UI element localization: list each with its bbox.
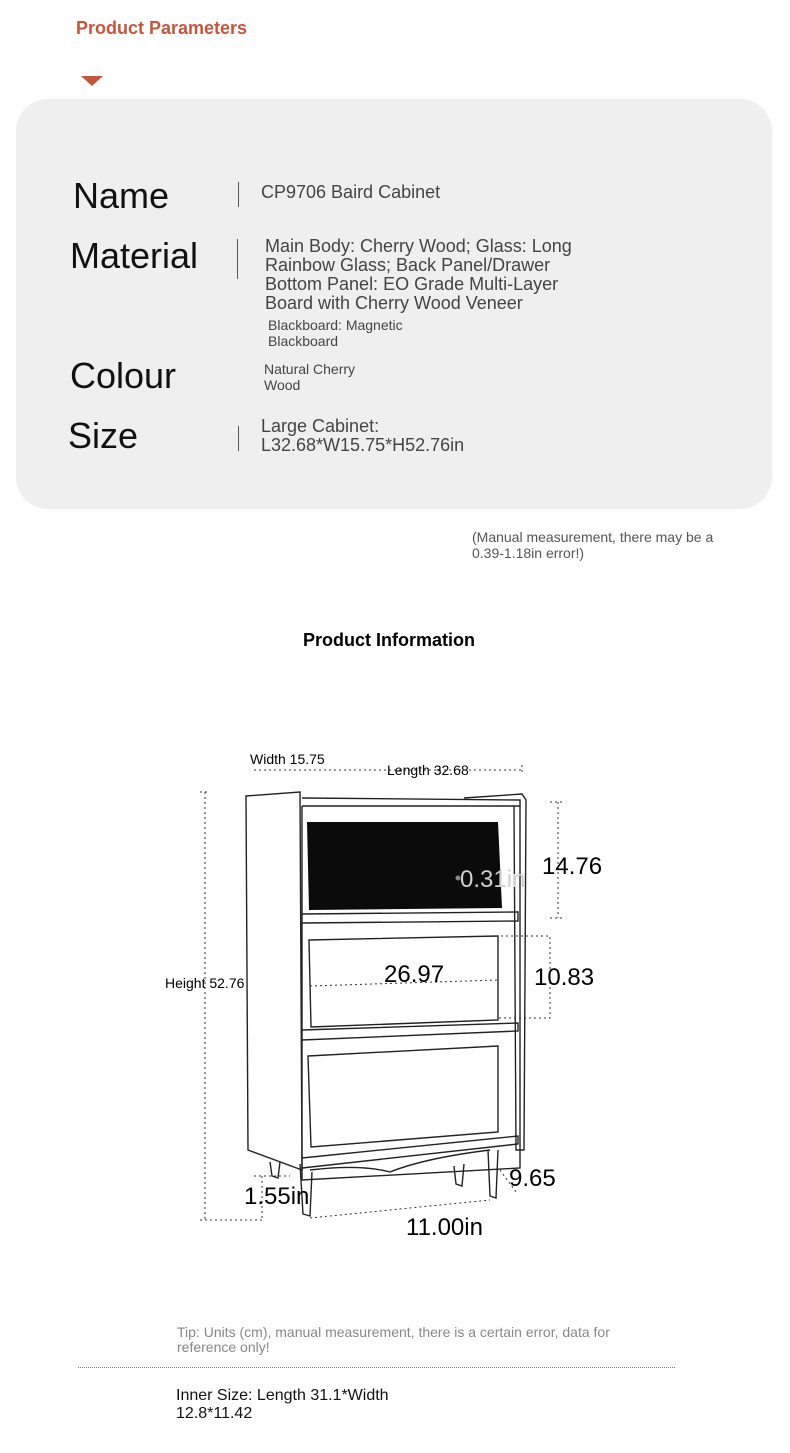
cabinet-drawer [308, 1046, 498, 1147]
size-line: Large Cabinet: [261, 416, 380, 436]
section-title: Product Parameters [76, 18, 248, 38]
measurement-note: (Manual measurement, there may be a 0.39-1.18in error!) [472, 529, 714, 561]
dim-label-width: Width 15.75 [250, 751, 325, 767]
colour-line: Wood [264, 377, 301, 393]
inner-size-text: Inner Size: Length 31.1*Width 12.8*11.42 [176, 1387, 389, 1422]
material-extra-line: Blackboard [268, 333, 339, 349]
cabinet-top-board [302, 798, 520, 806]
product-information-title: Product Information [303, 630, 475, 650]
material-line: Bottom Panel: EO Grade Multi-Layer [265, 274, 559, 294]
cabinet-diagram [150, 740, 620, 1250]
dim-label-top-height: 14.76 [542, 853, 603, 880]
dotted-divider [78, 1367, 675, 1368]
param-label-name: Name [73, 175, 170, 216]
param-value-size [261, 417, 464, 455]
param-value-colour [264, 361, 355, 393]
dim-label-drawer-height: 10.83 [534, 964, 595, 991]
param-divider [238, 182, 239, 207]
material-line: Board with Cherry Wood Veneer [265, 293, 523, 313]
material-extra-line: Blackboard: Magnetic [268, 317, 403, 333]
dim-label-shelf-gap: 0.31in [460, 866, 526, 893]
dim-label-base-depth: 9.65 [509, 1165, 556, 1192]
cabinet-leg [488, 1150, 498, 1198]
param-divider [238, 426, 239, 451]
dim-label-length: Length 32.68 [387, 762, 469, 778]
triangle-down-icon [81, 76, 103, 86]
cabinet-bottom-rail [302, 1136, 518, 1168]
colour-line: Natural Cherry [264, 361, 356, 377]
param-value-name: CP9706 Baird Cabinet [261, 182, 441, 202]
param-value-material-extra [268, 317, 403, 349]
height-dim-caps [200, 792, 264, 1220]
param-label-size: Size [68, 415, 139, 456]
param-label-material: Material [70, 235, 199, 276]
cabinet-leg [454, 1164, 464, 1186]
material-line: Rainbow Glass; Back Panel/Drawer [265, 255, 551, 275]
size-line: L32.68*W15.75*H52.76in [261, 435, 465, 455]
param-label-colour: Colour [70, 355, 177, 396]
dim-label-height: Height 52.76 [165, 975, 245, 991]
param-divider [237, 239, 238, 279]
dim-label-drawer-width: 26.97 [384, 961, 445, 988]
tip-text: Tip: Units (cm), manual measurement, there is a certain error, data for reference only! [177, 1324, 610, 1355]
cabinet-side-panel [246, 792, 302, 1170]
dim-label-base-width: 11.00in [406, 1214, 483, 1241]
cabinet-shelf [302, 912, 518, 923]
material-line: Main Body: Cherry Wood; Glass: Long [265, 236, 572, 256]
param-value-material [265, 237, 572, 313]
dim-label-leg-height: 1.55in [244, 1183, 310, 1210]
